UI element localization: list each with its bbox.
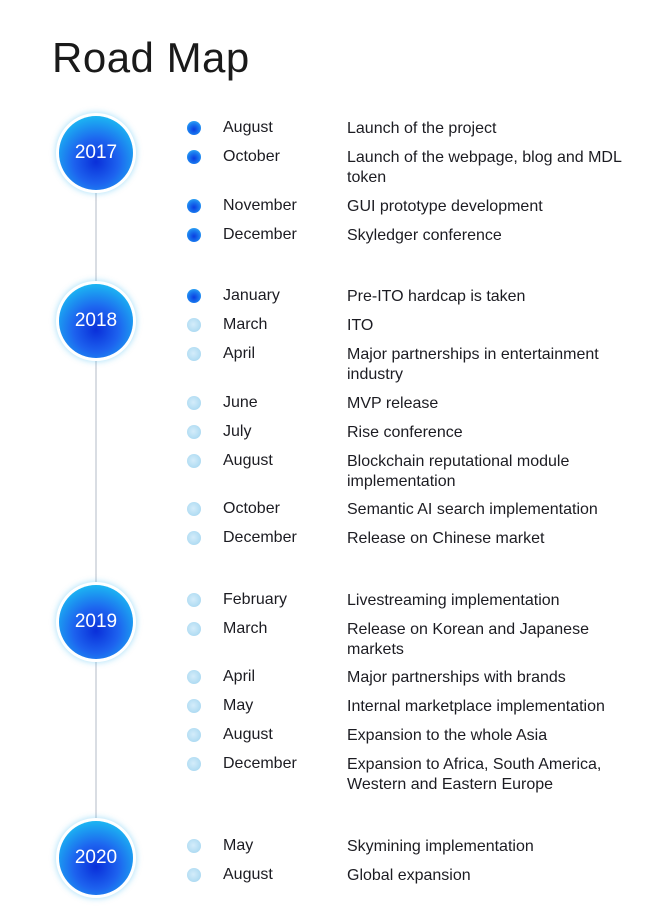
milestone-dot	[187, 425, 201, 439]
milestone-dot	[187, 228, 201, 242]
milestone-dot	[187, 622, 201, 636]
year-badge-2020: 2020	[59, 821, 133, 895]
milestone-dot	[187, 289, 201, 303]
event-description: Release on Korean and Japanese markets	[347, 621, 589, 658]
year-badge-2017: 2017	[59, 116, 133, 190]
milestone-dot	[187, 396, 201, 410]
year-badge-2019: 2019	[59, 585, 133, 659]
milestone-dot	[187, 502, 201, 516]
event-description: Launch of the webpage, blog and MDL token	[347, 149, 622, 186]
page-title: Road Map	[52, 34, 250, 81]
event-month: February	[223, 591, 288, 608]
event-description: Expansion to the whole Asia	[347, 727, 548, 744]
event-month: November	[223, 197, 297, 214]
event-month: October	[223, 500, 280, 517]
event-month: December	[223, 755, 297, 772]
event-description: Blockchain reputational module implementation	[347, 453, 570, 490]
event-description: Expansion to Africa, South America, Western and Eastern Europe	[347, 756, 602, 793]
event-description: Global expansion	[347, 867, 471, 884]
milestone-dot	[187, 593, 201, 607]
event-description: Pre-ITO hardcap is taken	[347, 288, 526, 305]
event-description: GUI prototype development	[347, 198, 543, 215]
event-month: August	[223, 119, 273, 136]
event-month: July	[223, 423, 252, 440]
event-month: August	[223, 452, 273, 469]
event-month: April	[223, 345, 256, 362]
event-description: Internal marketplace implementation	[347, 698, 605, 715]
event-month: June	[223, 394, 258, 411]
event-month: April	[223, 668, 256, 685]
event-month: May	[223, 837, 254, 854]
milestone-dot	[187, 757, 201, 771]
event-description: Skyledger conference	[347, 227, 502, 244]
milestone-dot	[187, 454, 201, 468]
event-month: January	[223, 287, 280, 304]
year-badge-2018: 2018	[59, 284, 133, 358]
milestone-dot	[187, 121, 201, 135]
milestone-dot	[187, 868, 201, 882]
event-description: Semantic AI search implementation	[347, 501, 598, 518]
milestone-dot	[187, 347, 201, 361]
milestone-dot	[187, 670, 201, 684]
timeline-line	[95, 150, 97, 870]
milestone-dot	[187, 728, 201, 742]
event-month: October	[223, 148, 280, 165]
event-description: Major partnerships with brands	[347, 669, 566, 686]
event-description: Release on Chinese market	[347, 530, 545, 547]
event-description: ITO	[347, 317, 374, 334]
milestone-dot	[187, 531, 201, 545]
event-description: Major partnerships in entertainment industry	[347, 346, 599, 383]
milestone-dot	[187, 699, 201, 713]
event-description: MVP release	[347, 395, 439, 412]
event-description: Rise conference	[347, 424, 463, 441]
event-month: May	[223, 697, 254, 714]
milestone-dot	[187, 318, 201, 332]
milestone-dot	[187, 199, 201, 213]
event-month: December	[223, 226, 297, 243]
milestone-dot	[187, 839, 201, 853]
event-month: March	[223, 620, 268, 637]
event-month: March	[223, 316, 268, 333]
event-month: August	[223, 866, 273, 883]
event-month: August	[223, 726, 273, 743]
event-month: December	[223, 529, 297, 546]
event-description: Skymining implementation	[347, 838, 534, 855]
milestone-dot	[187, 150, 201, 164]
event-description: Launch of the project	[347, 120, 497, 137]
event-description: Livestreaming implementation	[347, 592, 560, 609]
